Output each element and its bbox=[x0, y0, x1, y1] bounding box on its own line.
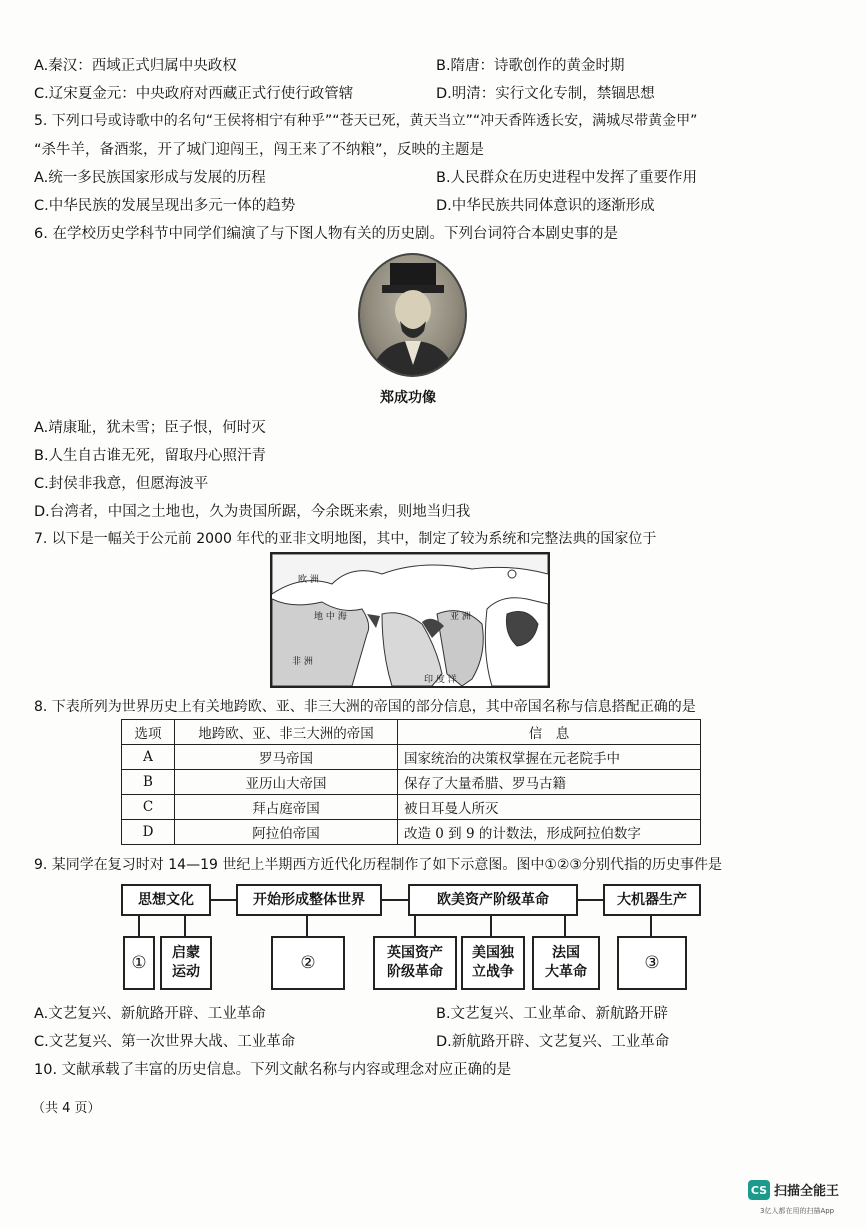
q4-option-b: B.隋唐：诗歌创作的黄金时期 bbox=[436, 58, 625, 74]
table-row bbox=[122, 745, 701, 770]
q9-option-b: B.文艺复兴、工业革命、新航路开辟 bbox=[436, 1006, 669, 1022]
connector bbox=[564, 914, 566, 936]
q4-option-c: C.辽宋夏金元：中央政府对西藏正式行使行政管辖 bbox=[34, 86, 354, 102]
cell-info: 改造 0 到 9 的计数法，形成阿拉伯数字 bbox=[398, 820, 701, 845]
cell-empire: 亚历山大帝国 bbox=[175, 770, 398, 795]
camscanner-slogan: 3亿人都在用的扫描App bbox=[760, 1207, 835, 1215]
q9-option-c: C.文艺复兴、第一次世界大战、工业革命 bbox=[34, 1034, 296, 1050]
connector bbox=[138, 914, 140, 936]
connector bbox=[576, 899, 603, 901]
q5-option-b: B.人民群众在历史进程中发挥了重要作用 bbox=[436, 170, 698, 186]
q5-option-c: C.中华民族的发展呈现出多元一体的趋势 bbox=[34, 198, 296, 214]
cell-info: 国家统治的决策权掌握在元老院手中 bbox=[398, 745, 701, 770]
camscanner-logo-icon: CS bbox=[748, 1180, 770, 1200]
empire-table bbox=[121, 719, 701, 845]
map-label-mediterranean: 地 中 海 bbox=[314, 612, 347, 622]
portrait-caption: 郑成功像 bbox=[380, 390, 436, 406]
q7-stem: 7. 以下是一幅关于公元前 2000 年代的亚非文明地图，其中，制定了较为系统和完整法典的国家位于 bbox=[34, 531, 657, 547]
cell-info: 被日耳曼人所灭 bbox=[398, 795, 701, 820]
cell-empire: 阿拉伯帝国 bbox=[175, 820, 398, 845]
table-row bbox=[122, 795, 701, 820]
q6-stem: 6. 在学校历史学科节中同学们编演了与下图人物有关的历史剧。下列台词符合本剧史事的是 bbox=[34, 226, 618, 242]
q9-option-a: A.文艺复兴、新航路开辟、工业革命 bbox=[34, 1006, 266, 1022]
q5-stem-line2: “杀牛羊，备酒浆，开了城门迎闯王，闯王来了不纳粮”，反映的主题是 bbox=[34, 142, 485, 158]
q6-option-b: B.人生自古谁无死，留取丹心照汗青 bbox=[34, 448, 267, 464]
cell-info: 保存了大量希腊、罗马古籍 bbox=[398, 770, 701, 795]
flow-blank-3: ③ bbox=[617, 936, 687, 990]
flow-american-independence: 美国独 立战争 bbox=[461, 936, 525, 990]
connector bbox=[414, 914, 416, 936]
flow-english-revolution: 英国资产 阶级革命 bbox=[373, 936, 457, 990]
header-info: 信 息 bbox=[398, 720, 701, 745]
q9-stem: 9. 某同学在复习时对 14—19 世纪上半期西方近代化历程制作了如下示意图。图中①②③分别代指的历史事件是 bbox=[34, 857, 722, 873]
q9-option-d: D.新航路开辟、文艺复兴、工业革命 bbox=[436, 1034, 670, 1050]
cell-empire: 罗马帝国 bbox=[175, 745, 398, 770]
zheng-chenggong-portrait bbox=[358, 253, 467, 377]
cell-option: D bbox=[122, 820, 175, 845]
afro-asian-civilization-map bbox=[270, 552, 550, 688]
cell-option: C bbox=[122, 795, 175, 820]
q6-option-a: A.靖康耻，犹未雪；臣子恨，何时灭 bbox=[34, 420, 266, 436]
connector bbox=[306, 914, 308, 936]
cell-option: A bbox=[122, 745, 175, 770]
flow-top-bourgeois-revolutions: 欧美资产阶级革命 bbox=[408, 884, 578, 916]
flow-french-revolution: 法国 大革命 bbox=[532, 936, 600, 990]
map-label-europe: 欧 洲 bbox=[298, 575, 319, 585]
connector bbox=[184, 914, 186, 936]
camscanner-name: 扫描全能王 bbox=[774, 1184, 840, 1199]
map-label-asia: 亚 洲 bbox=[450, 612, 471, 622]
cell-option: B bbox=[122, 770, 175, 795]
table-row bbox=[122, 820, 701, 845]
q8-stem: 8. 下表所列为世界历史上有关地跨欧、亚、非三大洲的帝国的部分信息，其中帝国名称与信息搭配正确的是 bbox=[34, 699, 696, 715]
flow-top-machine-production: 大机器生产 bbox=[603, 884, 701, 916]
connector bbox=[650, 914, 652, 936]
map-label-indian-ocean: 印 度 洋 bbox=[424, 675, 457, 685]
q4-option-d: D.明清：实行文化专制，禁锢思想 bbox=[436, 86, 655, 102]
connector bbox=[380, 899, 408, 901]
q6-option-d: D.台湾者，中国之土地也，久为贵国所踞，今余既来索，则地当归我 bbox=[34, 504, 471, 520]
page-count: （共 4 页） bbox=[32, 1101, 101, 1116]
map-label-africa: 非 洲 bbox=[292, 657, 313, 667]
q5-stem-line1: 5. 下列口号或诗歌中的名句“王侯将相宁有种乎”“苍天已死，黄天当立”“冲天香阵透长安，满城尽带黄金甲” bbox=[34, 113, 698, 129]
flow-top-thought-culture: 思想文化 bbox=[121, 884, 211, 916]
flow-blank-2: ② bbox=[271, 936, 345, 990]
table-row bbox=[122, 770, 701, 795]
header-option: 选项 bbox=[122, 720, 175, 745]
q5-option-d: D.中华民族共同体意识的逐渐形成 bbox=[436, 198, 655, 214]
connector bbox=[209, 899, 236, 901]
cell-empire: 拜占庭帝国 bbox=[175, 795, 398, 820]
flow-enlightenment: 启蒙 运动 bbox=[160, 936, 212, 990]
table-header-row bbox=[122, 720, 701, 745]
flow-top-whole-world: 开始形成整体世界 bbox=[236, 884, 382, 916]
header-empire: 地跨欧、亚、非三大洲的帝国 bbox=[175, 720, 398, 745]
q10-stem: 10. 文献承载了丰富的历史信息。下列文献名称与内容或理念对应正确的是 bbox=[34, 1062, 512, 1078]
flow-blank-1: ① bbox=[123, 936, 155, 990]
connector bbox=[490, 914, 492, 936]
q6-option-c: C.封侯非我意，但愿海波平 bbox=[34, 476, 209, 492]
q5-option-a: A.统一多民族国家形成与发展的历程 bbox=[34, 170, 266, 186]
q4-option-a: A.秦汉：西域正式归属中央政权 bbox=[34, 58, 237, 74]
